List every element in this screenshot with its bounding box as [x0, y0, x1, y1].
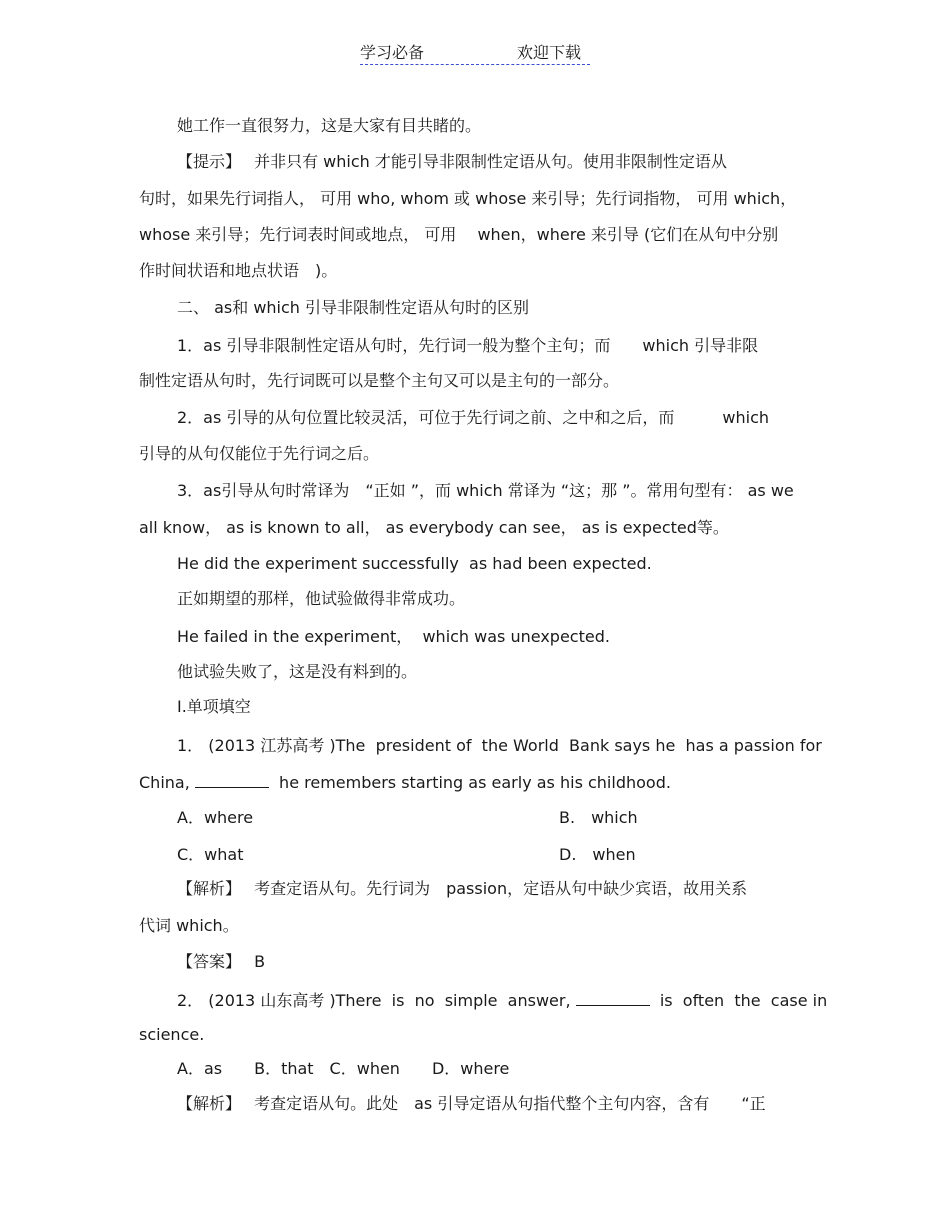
hint-line: 【提示】 并非只有 which 才能引导非限制性定语从句。使用非限制性定语从: [177, 152, 727, 171]
analysis-line: 【解析】 考查定语从句。先行词为 passion，定语从句中缺少宾语，故用关系: [177, 879, 748, 898]
analysis-line: 代词 which。: [139, 916, 239, 935]
option-a: A．where: [177, 808, 254, 827]
text-line: 作时间状语和地点状语 )。: [139, 261, 338, 280]
stem-text: is often the case in: [649, 991, 828, 1010]
text-line: 引导的从句仅能位于先行词之后。: [139, 444, 380, 463]
header-left-text: 学习必备: [360, 43, 425, 62]
section-heading: 二、 as和 which 引导非限制性定语从句时的区别: [177, 298, 530, 317]
analysis-line: 【解析】 考查定语从句。此处 as 引导定语从句指代整个主句内容，含有 “正: [177, 1094, 766, 1113]
answer-line: 【答案】 B: [177, 952, 266, 971]
option-c: C．what: [177, 845, 244, 864]
text-line: 2．as 引导的从句位置比较灵活，可位于先行词之前、之中和之后，而 which: [177, 408, 770, 427]
answer-blank: [195, 773, 269, 788]
text-line: all know， as is known to all， as everybody can see， as is expected等。: [139, 518, 729, 537]
text-line: 3．as引导从句时常译为 “正如 ”，而 which 常译为 “这；那 ”。常用句型有： as we: [177, 481, 794, 500]
example-translation: 正如期望的那样，他试验做得非常成功。: [177, 589, 466, 608]
text-line: 句时，如果先行词指人， 可用 who, whom 或 whose 来引导；先行词指物， 可用 which，: [139, 189, 797, 208]
question-2-stem: [177, 991, 827, 1011]
page-header: [360, 40, 590, 65]
question-2-options: A．as B．that C．when D．where: [177, 1059, 510, 1078]
option-b: B. which: [559, 808, 638, 827]
example-sentence: He failed in the experiment， which was unexpected.: [177, 627, 610, 646]
option-d: D. when: [559, 845, 636, 864]
text-line: 制性定语从句时，先行词既可以是整个主句又可以是主句的一部分。: [139, 371, 620, 390]
example-sentence: He did the experiment successfully as had been expected.: [177, 554, 652, 573]
header-right-text: 欢迎下载: [517, 43, 582, 62]
exercise-heading: Ⅰ.单项填空: [177, 697, 251, 716]
text-line: 1．as 引导非限制性定语从句时，先行词一般为整个主句；而 which 引导非限: [177, 336, 759, 355]
stem-text: he remembers starting as early as his childhood.: [268, 773, 671, 792]
answer-blank: [576, 991, 650, 1006]
stem-text: China,: [139, 773, 195, 792]
example-translation: 他试验失败了，这是没有料到的。: [177, 662, 418, 681]
question-2-stem-cont: science.: [139, 1025, 205, 1044]
text-line: whose 来引导；先行词表时间或地点， 可用 when，where 来引导 (它们在从句中分别: [139, 225, 779, 244]
question-1-stem: 1． (2013 江苏高考 )The president of the World Bank says he has a passion for: [177, 736, 822, 755]
stem-text: 2． (2013 山东高考 )There is no simple answer,: [177, 991, 576, 1010]
text-line: 她工作一直很努力，这是大家有目共睹的。: [177, 116, 482, 135]
question-1-stem-cont: [139, 773, 671, 793]
